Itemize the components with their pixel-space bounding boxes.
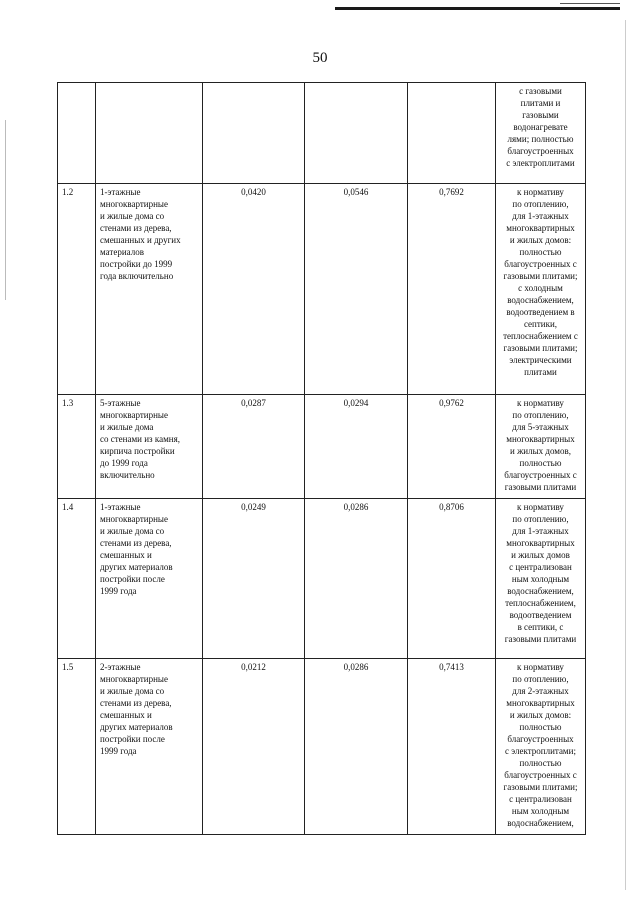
- value-2-cell: 0,0286: [305, 499, 408, 659]
- value-2-cell: 0,0546: [305, 184, 408, 395]
- value-3-cell: [408, 83, 496, 184]
- note-cell: к нормативу по отоплению, для 2-этажных многоквартирных и жилых домов: полностью благоустроенных с электроплитами; полностью благоустроенных с газовыми плитами; с централизован ным холодным водоснабжением,: [496, 659, 586, 835]
- value-3-cell: 0,7692: [408, 184, 496, 395]
- page-number: 50: [312, 50, 328, 66]
- row-number-cell: 1.4: [58, 499, 96, 659]
- table-row: [58, 184, 586, 395]
- value-2-cell: [305, 83, 408, 184]
- note-cell: к нормативу по отоплению, для 1-этажных многоквартирных и жилых домов: полностью благоустроенных с газовыми плитами; с холодным водоснабжением, водоотведением в септики, теплоснабжением с газовыми плитами; электрическими плитами: [496, 184, 586, 395]
- row-number-cell: [58, 83, 96, 184]
- value-3-cell: 0,8706: [408, 499, 496, 659]
- building-description-cell: 1-этажные многоквартирные и жилые дома со стенами из дерева, смешанных и других материалов постройки до 1999 года включительно: [96, 184, 203, 395]
- tariff-table: [57, 82, 586, 835]
- row-number-cell: 1.3: [58, 395, 96, 499]
- note-cell: к нормативу по отоплению, для 1-этажных многоквартирных и жилых домов с централизован ным холодным водоснабжением, теплоснабжением, водоотведением в септики, с газовыми плитами: [496, 499, 586, 659]
- scan-left-edge: [5, 120, 6, 300]
- value-3-cell: 0,7413: [408, 659, 496, 835]
- row-number-cell: 1.5: [58, 659, 96, 835]
- note-cell: с газовыми плитами и газовыми водонагревате лями; полностью благоустроенных с электроплитами: [496, 83, 586, 184]
- value-1-cell: [203, 83, 305, 184]
- building-description-cell: 1-этажные многоквартирные и жилые дома со стенами из дерева, смешанных и других материалов постройки после 1999 года: [96, 499, 203, 659]
- table-row: [58, 499, 586, 659]
- row-number-cell: 1.2: [58, 184, 96, 395]
- table-row: [58, 659, 586, 835]
- value-3-cell: 0,9762: [408, 395, 496, 499]
- note-cell: к нормативу по отоплению, для 5-этажных многоквартирных и жилых домов, полностью благоустроенных с газовыми плитами: [496, 395, 586, 499]
- value-2-cell: 0,0294: [305, 395, 408, 499]
- building-description-cell: 2-этажные многоквартирные и жилые дома со стенами из дерева, смешанных и других материалов постройки после 1999 года: [96, 659, 203, 835]
- scan-top-edge-line: [560, 3, 620, 4]
- table-row: [58, 83, 586, 184]
- value-1-cell: 0,0212: [203, 659, 305, 835]
- building-description-cell: [96, 83, 203, 184]
- value-1-cell: 0,0420: [203, 184, 305, 395]
- table-row: [58, 395, 586, 499]
- building-description-cell: 5-этажные многоквартирные и жилые дома со стенами из камня, кирпича постройки до 1999 года включительно: [96, 395, 203, 499]
- scan-top-rule: [335, 7, 620, 10]
- scan-right-edge: [625, 20, 626, 890]
- value-2-cell: 0,0286: [305, 659, 408, 835]
- value-1-cell: 0,0287: [203, 395, 305, 499]
- value-1-cell: 0,0249: [203, 499, 305, 659]
